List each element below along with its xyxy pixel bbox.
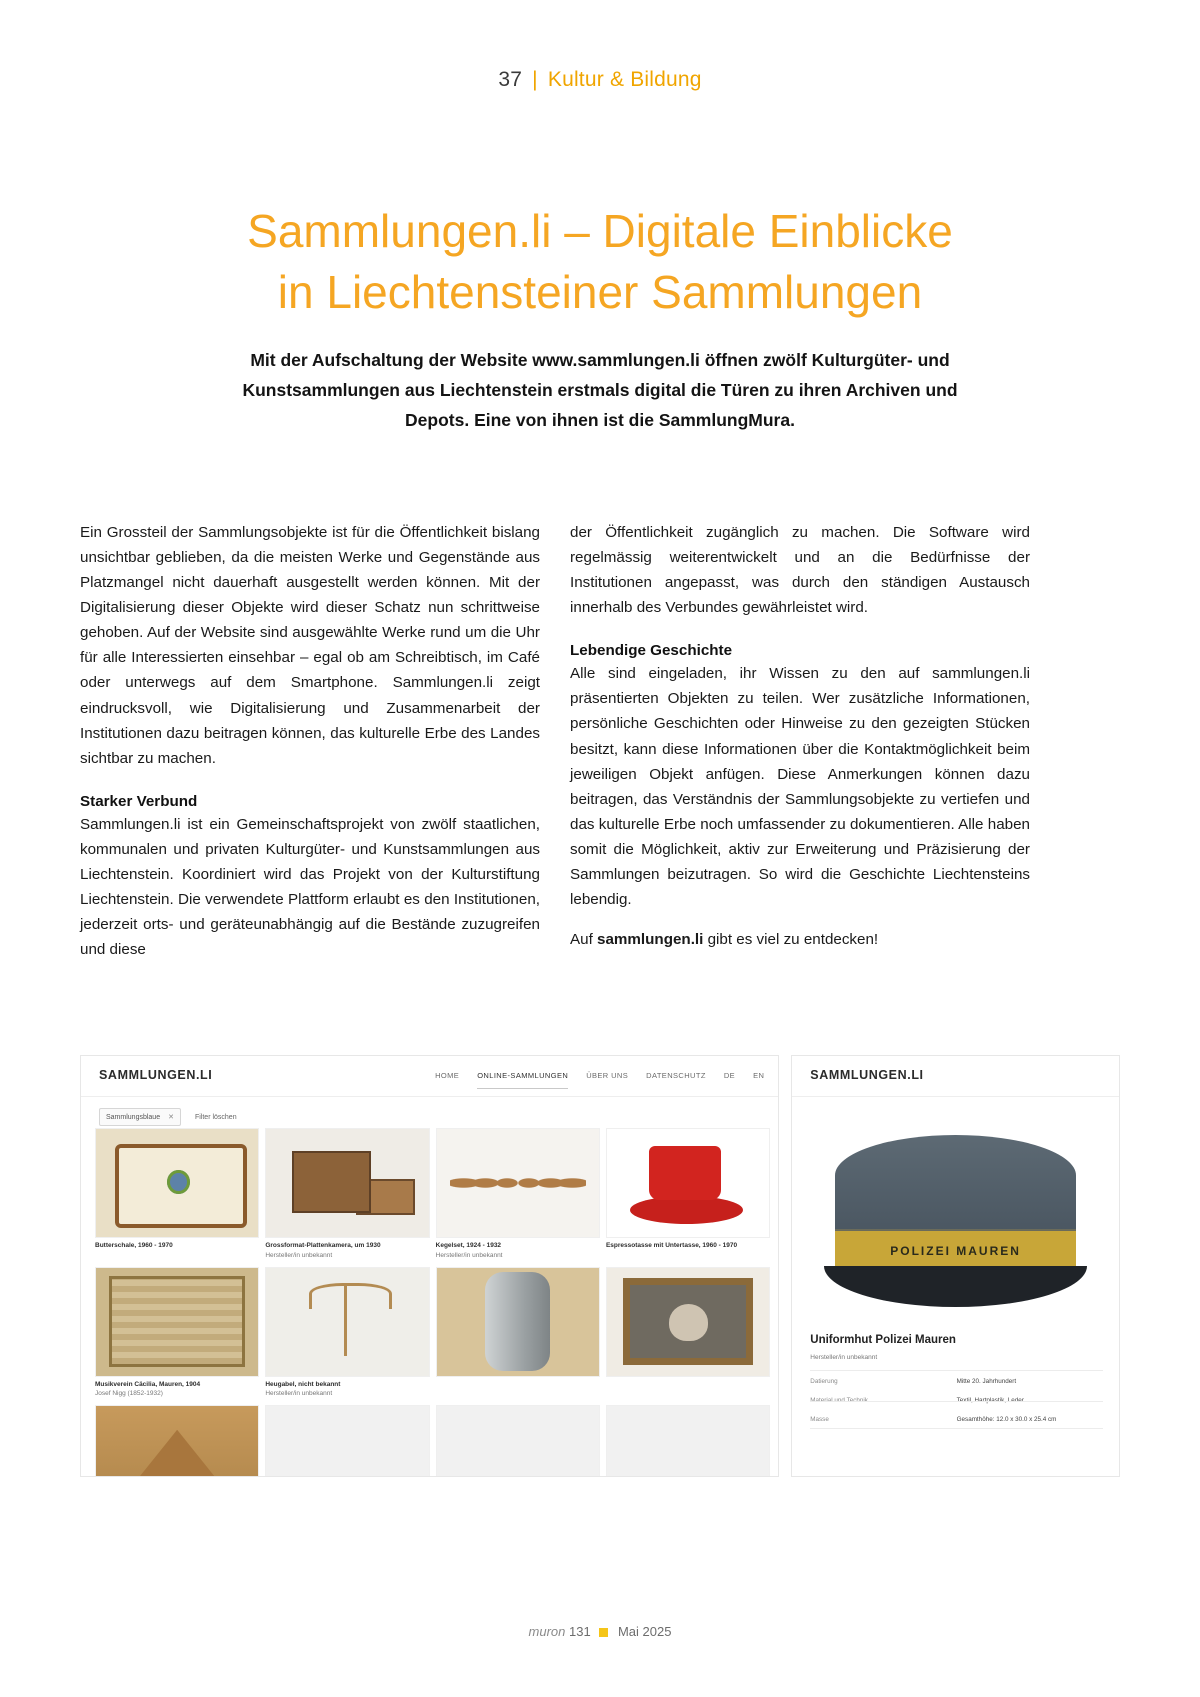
object-thumbnail [606,1128,770,1238]
closing-prefix: Auf [570,931,598,949]
object-card[interactable] [436,1405,598,1477]
page-footer [0,1624,1200,1639]
screenshot-collection-grid [80,1055,779,1477]
metadata-key: Masse [810,1416,829,1423]
website-logo-detail: SAMMLUNGEN.LI [810,1068,924,1082]
object-thumbnail [436,1405,600,1477]
article-body [80,520,1120,962]
footer-date: Mai 2025 [617,1624,672,1639]
article-title [100,201,1100,322]
nav-item-ueber-uns[interactable]: ÜBER UNS [586,1071,629,1080]
object-thumbnail [606,1405,770,1477]
filter-bar [99,1108,237,1126]
object-caption: Grossformat-Plattenkamera, um 1930 Hersteller/in unbekannt [265,1241,427,1261]
object-card[interactable] [606,1128,768,1261]
right-paragraph-2: Alle sind eingeladen, ihr Wissen zu den auf sammlungen.li präsentierten Objekten zu teilen. Wer zusätzliche Informationen, persönliche Geschichten oder Hinweise zu den gezeigten Stücken besitzt, kann diese Informationen über die Kontaktmöglichkeit beim jeweiligen Objekt anfügen. Diese Anmerkungen können dazu beitragen, das Verständnis der Sammlungsobjekte zu vertiefen und das kulturelle Erbe noch umfassender zu dokumentieren. Alle haben somit die Möglichkeit, aktiv zur Erweiterung und Präzisierung der Sammlungen beizutragen. So wird die Geschichte Liechtensteins lebendig. [570,665,1030,909]
page-number: 37 [498,68,523,91]
object-caption-sub: Hersteller/in unbekannt [265,1251,333,1259]
object-image-uniform-hat [818,1114,1092,1319]
body-column-right [570,520,1030,962]
object-detail-title: Uniformhut Polizei Mauren [810,1334,956,1346]
filter-chip-label: Sammlungsblaue [106,1113,161,1121]
hat-visor [824,1266,1087,1307]
object-card[interactable] [95,1405,257,1477]
website-header-bar [81,1056,778,1097]
article-title-line-2: in Liechtensteiner Sammlungen [277,265,923,318]
object-caption: Butterschale, 1960 - 1970 [95,1242,173,1249]
object-card[interactable] [265,1267,427,1400]
running-header [0,68,1200,92]
object-caption: Musikverein Cäcilia, Mauren, 1904 Josef Nigg (1852-1932) [95,1380,257,1400]
object-thumbnail [436,1267,600,1377]
object-card[interactable] [265,1128,427,1261]
nav-item-lang-de[interactable]: DE [723,1071,736,1080]
metadata-value: Mitte 20. Jahrhundert [956,1378,1017,1385]
closing-bold-text: sammlungen.li [597,931,704,949]
footer-issue: 131 [569,1624,591,1639]
closing-suffix: gibt es viel zu entdecken! [703,931,879,949]
right-subheading-1: Lebendige Geschichte [570,642,733,660]
hat-band-text: POLIZEI MAUREN [835,1229,1077,1274]
left-subheading-1: Starker Verbund [80,792,198,810]
object-card[interactable] [436,1128,598,1261]
object-thumbnail [436,1128,600,1238]
object-thumbnail [95,1405,259,1477]
object-thumbnail [606,1267,770,1377]
object-card[interactable] [436,1267,598,1400]
object-thumbnail [95,1128,259,1238]
website-logo: SAMMLUNGEN.LI [99,1068,213,1082]
nav-item-online-sammlungen[interactable]: ONLINE-SAMMLUNGEN [477,1071,568,1089]
nav-item-home[interactable]: HOME [435,1071,460,1080]
object-card[interactable] [606,1405,768,1477]
object-caption-sub: Hersteller/in unbekannt [265,1390,333,1398]
footer-brand: muron [528,1624,566,1639]
filter-reset-link[interactable]: Filter löschen [194,1113,237,1121]
object-detail-subtitle: Hersteller/in unbekannt [810,1354,878,1361]
object-caption: Kegelset, 1924 - 1932 Hersteller/in unbekannt [436,1241,598,1261]
right-paragraph-1: der Öffentlichkeit zugänglich zu machen. Die Software wird regelmässig weiterentwickelt und an die Bedürfnisse der Institutionen angepasst, was durch den ständigen Austausch innerhalb des Verbundes gewährleistet wird. [570,524,1030,617]
article-lead: Mit der Aufschaltung der Website www.sammlungen.li öffnen zwölf Kulturgüter- und Kunstsammlungen aus Liechtenstein erstmals digital die Türen zu ihren Archiven und Depots. Eine von ihnen ist die SammlungMura. [242,350,958,431]
object-card[interactable] [95,1267,257,1400]
footer-square-icon [599,1628,608,1637]
divider [810,1370,1103,1371]
object-thumbnail [95,1267,259,1377]
object-caption: Heugabel, nicht bekannt Hersteller/in unbekannt [265,1380,427,1400]
metadata-value: Gesamthöhe: 12.0 x 30.0 x 25.4 cm [956,1416,1057,1423]
figure-screenshots [80,1055,1120,1475]
divider [810,1428,1103,1429]
divider [810,1401,1103,1402]
body-column-left [80,520,540,962]
object-thumbnail [265,1267,429,1377]
article-title-line-1: Sammlungen.li – Digitale Einblicke [247,204,953,257]
object-thumbnail [265,1128,429,1238]
website-header-bar-detail [792,1056,1119,1097]
header-section-label: Kultur & Bildung [547,68,702,91]
right-closing-line [570,927,1030,952]
object-caption-sub: Josef Nigg (1852-1932) [95,1390,163,1398]
object-grid [95,1128,768,1472]
object-thumbnail [265,1405,429,1477]
object-caption: Espressotasse mit Untertasse, 1960 - 1970 [605,1242,738,1249]
hat-crown [835,1135,1077,1242]
website-nav [435,1071,764,1089]
metadata-key: Datierung [810,1378,838,1385]
object-card[interactable] [95,1128,257,1261]
object-card[interactable] [265,1405,427,1477]
filter-chip[interactable] [99,1108,181,1126]
left-paragraph-2: Sammlungen.li ist ein Gemeinschaftsprojekt von zwölf staatlichen, kommunalen und privaten Kulturgüter- und Kunstsammlungen aus Liechtenstein. Koordiniert wird das Projekt von der Kulturstiftung Liechtenstein. Die verwendete Plattform erlaubt es den Institutionen, jederzeit orts- und geräteunabhängig auf die Bestände zuzugreifen und diese [80,815,540,959]
nav-item-datenschutz[interactable]: DATENSCHUTZ [646,1071,706,1080]
object-card[interactable] [606,1267,768,1400]
close-icon[interactable]: ✕ [168,1114,174,1121]
nav-item-lang-en[interactable]: EN [753,1071,765,1080]
screenshot-object-detail [791,1055,1120,1477]
header-separator: | [532,68,538,91]
left-paragraph-1: Ein Grossteil der Sammlungsobjekte ist für die Öffentlichkeit bislang unsichtbar geblieben, da die meisten Werke und Gegenstände aus Platzmangel nicht dauerhaft ausgestellt werden können. Mit der Digitalisierung dieser Objekte wird dieser Schatz nun schrittweise gehoben. Auf der Website sind ausgewählte Werke rund um die Uhr für alle Interessierten einsehbar – egal ob am Schreibtisch, im Café oder unterwegs auf dem Smartphone. Sammlungen.li zeigt eindrucksvoll, wie Digitalisierung und Zusammenarbeit der Institutionen dazu beitragen können, das kulturelle Erbe des Landes sichtbar zu machen. [80,524,540,767]
object-caption-sub: Hersteller/in unbekannt [435,1251,503,1259]
